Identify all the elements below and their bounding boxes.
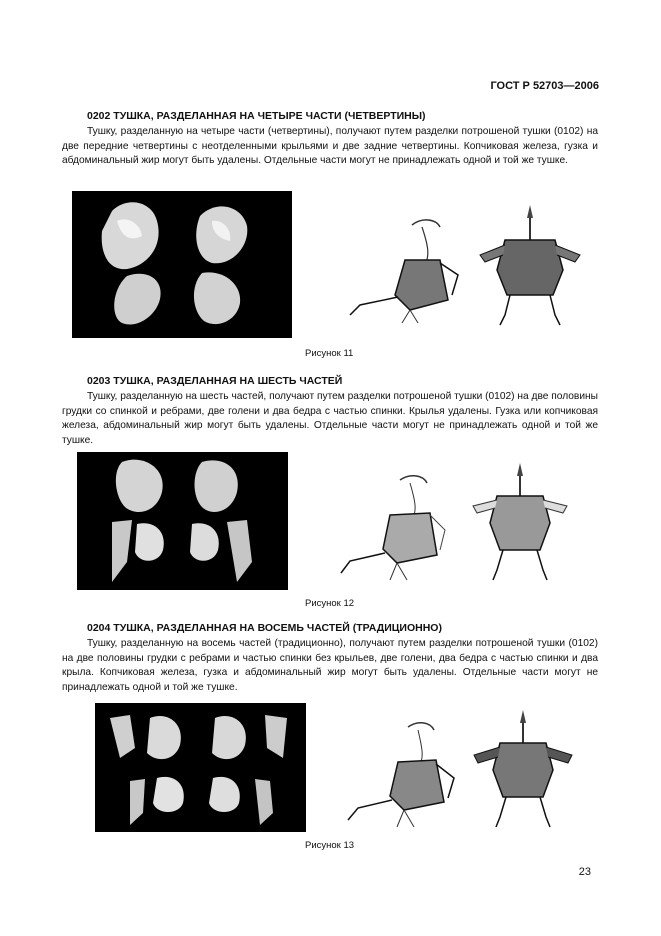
section-text: Тушку, разделанную на четыре части (четвертины), получают путем разделки потрошеной тушки (0102) на две передние четвертины с неотделенными крыльями и две задние четвертины. Копчиковая железа, гузка и абдоминальный жир могут быть удалены. Отдельные части могут не принадлежать одной и той же тушке. <box>62 126 598 167</box>
section-0204 <box>62 622 598 695</box>
figure-caption-12: Рисунок 12 <box>305 598 355 609</box>
photo-eight-parts <box>95 703 306 832</box>
diagram-top-view-six-parts <box>465 458 575 588</box>
section-text: Тушку, разделанную на шесть частей, получают путем разделки потрошеной тушки (0102) на две половины грудки со спинкой и ребрами, две голени и два бедра с частью спинки. Крылья удалены. Гузка или копчиковая железа, абдоминальный жир могут быть удалены. Отдельные части могут не принадлежать одной и той же тушке. <box>62 391 598 446</box>
section-title: 0202 ТУШКА, РАЗДЕЛАННАЯ НА ЧЕТЫРЕ ЧАСТИ (ЧЕТВЕРТИНЫ) <box>87 110 426 122</box>
document-id: ГОСТ Р 52703—2006 <box>490 80 599 92</box>
figure-caption-11: Рисунок 11 <box>305 348 354 359</box>
figure-caption-13: Рисунок 13 <box>305 840 355 851</box>
section-0203 <box>62 375 598 448</box>
diagram-side-view-quarters <box>340 205 465 330</box>
photo-six-parts <box>77 452 288 590</box>
page-number: 23 <box>578 866 591 878</box>
photo-quarters <box>72 191 292 338</box>
section-0202 <box>62 110 598 169</box>
section-title: 0203 ТУШКА, РАЗДЕЛАННАЯ НА ШЕСТЬ ЧАСТЕЙ <box>87 375 343 387</box>
diagram-side-view-six-parts <box>335 465 460 590</box>
diagram-top-view-quarters <box>475 200 585 335</box>
diagram-side-view-eight-parts <box>340 712 465 837</box>
diagram-top-view-eight-parts <box>468 705 578 835</box>
section-title: 0204 ТУШКА, РАЗДЕЛАННАЯ НА ВОСЕМЬ ЧАСТЕЙ (ТРАДИЦИОННО) <box>87 622 442 634</box>
section-text: Тушку, разделанную на восемь частей (традиционно), получают путем разделки потрошеной тушки (0102) на две половины грудки с ребрами и частью спинки без крыльев, две голени, два бедра с частью спинки и два крыла. Копчиковая железа, гузка и абдоминальный жир могут быть удалены. Отдельные части могут не принадлежать одной и той же тушке. <box>62 638 598 693</box>
